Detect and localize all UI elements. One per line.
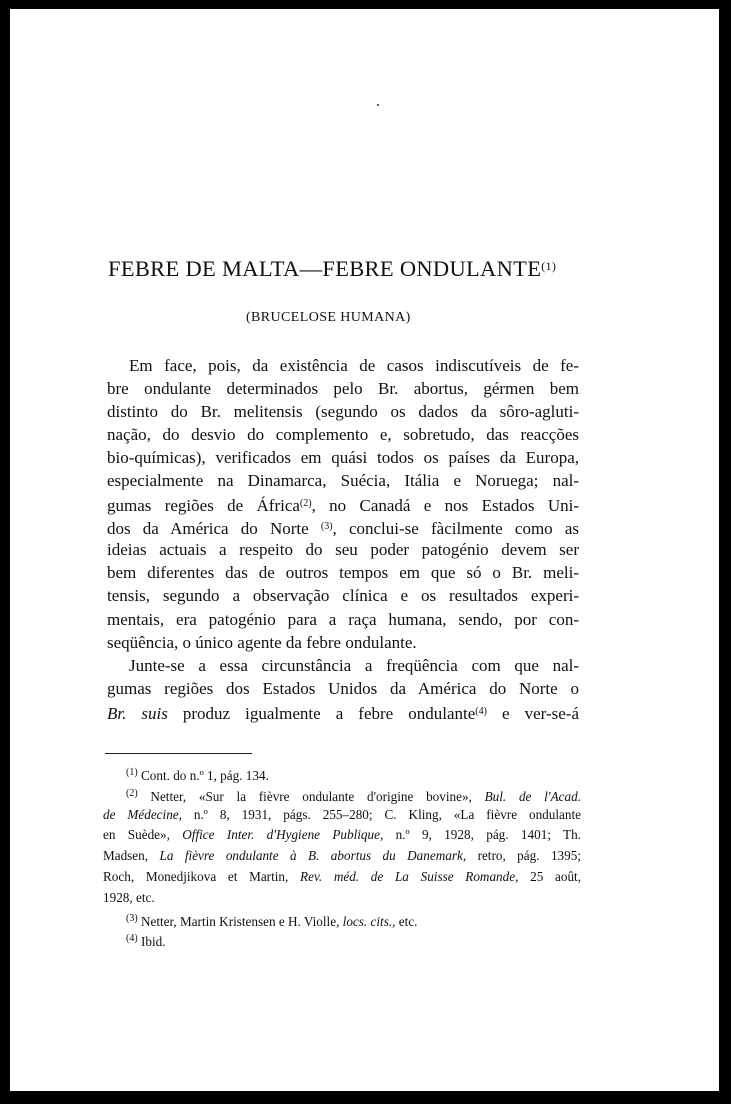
text-line: gumas regiões dos Estados Unidos da América do Norte o	[107, 678, 579, 698]
text-line: seqüência, o único agente da febre ondulante.	[107, 632, 417, 652]
text-line: gumas regiões de África$^{(2)}$, no Canadá e nos Estados Uni-	[107, 496, 579, 516]
text-line: mentais, era patogénio para a raça humana, sendo, por con-	[107, 609, 579, 629]
text-line: Junte-se a essa circunstância a freqüência com que nal-	[129, 655, 579, 675]
footnote-3: $^{(3)}$ Netter, Martin Kristensen e H. Violle, locs. cits., etc.	[126, 912, 418, 929]
text-line: ideias actuais a respeito do seu poder patogénio devem ser	[107, 540, 579, 560]
text-line: bio-químicas), verificados em quási todos os países da Europa,	[107, 448, 579, 468]
footnote-2-cont: de Médecine, n.º 8, 1931, págs. 255–280; C. Kling, «La fièvre ondulante	[103, 806, 581, 822]
footnote-divider	[105, 753, 252, 754]
text-line: Br. suis produz igualmente a febre ondulante$^{(4)}$ e ver-se-á	[107, 703, 579, 723]
footnote-2-cont: Madsen, La fièvre ondulante à B. abortus du Danemark, retro, pág. 1395;	[103, 848, 581, 864]
page-title: FEBRE DE MALTA—FEBRE ONDULANTE$^{(1)}$	[108, 256, 557, 281]
text-line: tensis, segundo a observação clínica e os resultados experi-	[107, 586, 579, 606]
footnote-2: $^{(2)}$ Netter, «Sur la fièvre ondulante d'origine bovine», Bul. de l'Acad.	[126, 787, 582, 804]
document-page	[10, 9, 719, 1091]
text-line: especialmente na Dinamarca, Suécia, Itália e Noruega; nal-	[107, 471, 579, 491]
text-line: bem diferentes das de outros tempos em que só o Br. meli-	[107, 563, 579, 583]
text-line: dos da América do Norte $^{(3)}$, conclui-se fàcilmente como as	[107, 519, 580, 539]
footnote-2-cont: Roch, Monedjikova et Martin, Rev. méd. de La Suisse Romande, 25 août,	[103, 868, 582, 884]
speck-mark	[377, 104, 379, 106]
text-line: Em face, pois, da existência de casos indiscutíveis de fe-	[129, 356, 579, 375]
text-line: bre ondulante determinados pelo Br. abortus, gérmen bem	[107, 379, 579, 399]
footnote-4: $^{(4)}$ Ibid.	[126, 933, 166, 950]
page-subtitle: (BRUCELOSE HUMANA)	[246, 310, 411, 325]
footnote-2-cont: en Suède», Office Inter. d'Hygiene Publique, n.º 9, 1928, pág. 1401; Th.	[103, 827, 582, 843]
main-text	[107, 354, 579, 723]
footnote-ref: (3)	[320, 521, 333, 533]
footnotes	[103, 763, 581, 950]
footnote-ref: (2)	[299, 498, 312, 510]
text-line: nação, do desvio do complemento e, sobretudo, das reacções	[107, 425, 579, 445]
text-line: distinto do Br. melitensis (segundo os dados da sôro-agluti-	[107, 402, 579, 422]
footnote-1: $^{(1)}$ Cont. do n.º 1, pág. 134.	[126, 767, 269, 783]
footnote-2-cont: 1928, etc.	[103, 889, 155, 905]
title-note-ref: (1)	[541, 259, 557, 273]
footnote-ref: (4)	[475, 705, 487, 717]
